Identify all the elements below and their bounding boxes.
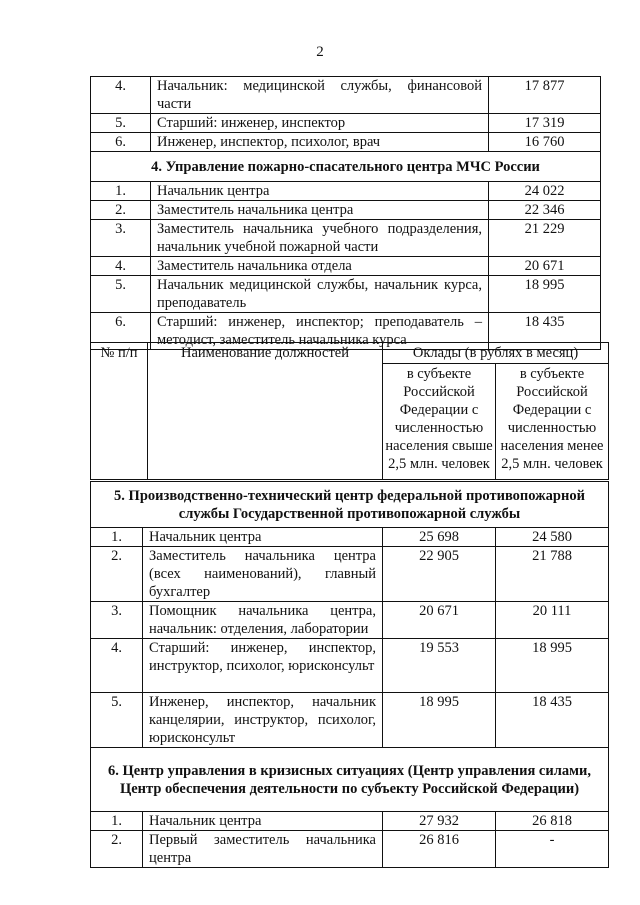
salary-above: 22 905 (383, 547, 496, 602)
table-row (91, 114, 601, 133)
salary-below: 26 818 (496, 812, 609, 831)
salary-above: 26 816 (383, 831, 496, 868)
salary-value: 18 995 (489, 276, 601, 313)
row-number: 2. (91, 201, 151, 220)
row-number: 5. (91, 693, 143, 748)
table-row (91, 602, 609, 639)
row-number: 5. (91, 114, 151, 133)
table-row (91, 812, 609, 831)
row-number: 4. (91, 639, 143, 693)
row-number: 6. (91, 313, 151, 350)
salary-below: 20 111 (496, 602, 609, 639)
position-name: Старший: инженер, инспектор; преподаватель – методист, заместитель начальника курса (151, 313, 489, 350)
page-number: 2 (316, 44, 324, 60)
section-6-title: 6. Центр управления в кризисных ситуациях (Центр управления силами, Центр обеспечения деятельности по субъекту Российской Федерации) (91, 748, 609, 812)
position-name: Заместитель начальника центра (всех наименований), главный бухгалтер (143, 547, 383, 602)
position-name: Начальник: медицинской службы, финансовой части (151, 77, 489, 114)
table-row (91, 547, 609, 602)
row-number: 3. (91, 602, 143, 639)
section-header-row (91, 748, 609, 812)
row-number: 1. (91, 812, 143, 831)
position-name: Начальник медицинской службы, начальник курса, преподаватель (151, 276, 489, 313)
column-header-number: № п/п (91, 343, 148, 480)
row-number: 3. (91, 220, 151, 257)
salary-value: 17 319 (489, 114, 601, 133)
salary-below: 21 788 (496, 547, 609, 602)
salary-above: 19 553 (383, 639, 496, 693)
position-name: Заместитель начальника отдела (151, 257, 489, 276)
salary-value: 20 671 (489, 257, 601, 276)
salary-above: 20 671 (383, 602, 496, 639)
salary-below: 18 435 (496, 693, 609, 748)
row-number: 2. (91, 547, 143, 602)
section-header-row (91, 482, 609, 528)
salary-value: 21 229 (489, 220, 601, 257)
table-row (91, 639, 609, 693)
salary-above: 27 932 (383, 812, 496, 831)
position-name: Первый заместитель начальника центра (143, 831, 383, 868)
table-row (91, 133, 601, 152)
salary-below: - (496, 831, 609, 868)
row-number: 5. (91, 276, 151, 313)
row-number: 2. (91, 831, 143, 868)
salary-table-section-4 (90, 76, 601, 350)
position-name: Старший: инженер, инспектор (151, 114, 489, 133)
table-row (91, 257, 601, 276)
position-name: Старший: инженер, инспектор, инструктор, психолог, юрисконсульт (143, 639, 383, 693)
row-number: 1. (91, 182, 151, 201)
position-name: Заместитель начальника учебного подразделения, начальник учебной пожарной части (151, 220, 489, 257)
row-number: 6. (91, 133, 151, 152)
position-name: Начальник центра (143, 528, 383, 547)
table-row (91, 201, 601, 220)
salary-value: 22 346 (489, 201, 601, 220)
salary-above: 25 698 (383, 528, 496, 547)
column-header-below-2-5m: в субъекте Российской Федерации с численностью населения менее 2,5 млн. человек (496, 364, 609, 480)
column-header-above-2-5m: в субъекте Российской Федерации с численностью населения свыше 2,5 млн. человек (383, 364, 496, 480)
salary-value: 16 760 (489, 133, 601, 152)
table-row (91, 831, 609, 868)
row-number: 4. (91, 77, 151, 114)
section-5-title: 5. Производственно-технический центр федеральной противопожарной службы Государственной противопожарной службы (91, 482, 609, 528)
position-name: Начальник центра (143, 812, 383, 831)
row-number: 1. (91, 528, 143, 547)
table-row (91, 528, 609, 547)
salary-below: 24 580 (496, 528, 609, 547)
table-row (91, 220, 601, 257)
column-header-position: Наименование должностей (148, 343, 383, 480)
section-4-title: 4. Управление пожарно-спасательного центра МЧС России (91, 152, 601, 182)
position-name: Инженер, инспектор, начальник канцелярии, инструктор, психолог, юрисконсульт (143, 693, 383, 748)
salary-below: 18 995 (496, 639, 609, 693)
position-name: Помощник начальника центра, начальник: отделения, лаборатории (143, 602, 383, 639)
position-name: Начальник центра (151, 182, 489, 201)
salary-table-sections-5-6 (90, 481, 609, 868)
salary-above: 18 995 (383, 693, 496, 748)
salary-table-header (90, 342, 609, 480)
header-row (91, 343, 609, 364)
salary-value: 17 877 (489, 77, 601, 114)
table-row (91, 77, 601, 114)
position-name: Заместитель начальника центра (151, 201, 489, 220)
table-row (91, 693, 609, 748)
salary-value: 18 435 (489, 313, 601, 350)
table-row (91, 182, 601, 201)
table-row (91, 276, 601, 313)
position-name: Инженер, инспектор, психолог, врач (151, 133, 489, 152)
section-header-row (91, 152, 601, 182)
column-header-salary: Оклады (в рублях в месяц) (383, 343, 609, 364)
salary-value: 24 022 (489, 182, 601, 201)
row-number: 4. (91, 257, 151, 276)
